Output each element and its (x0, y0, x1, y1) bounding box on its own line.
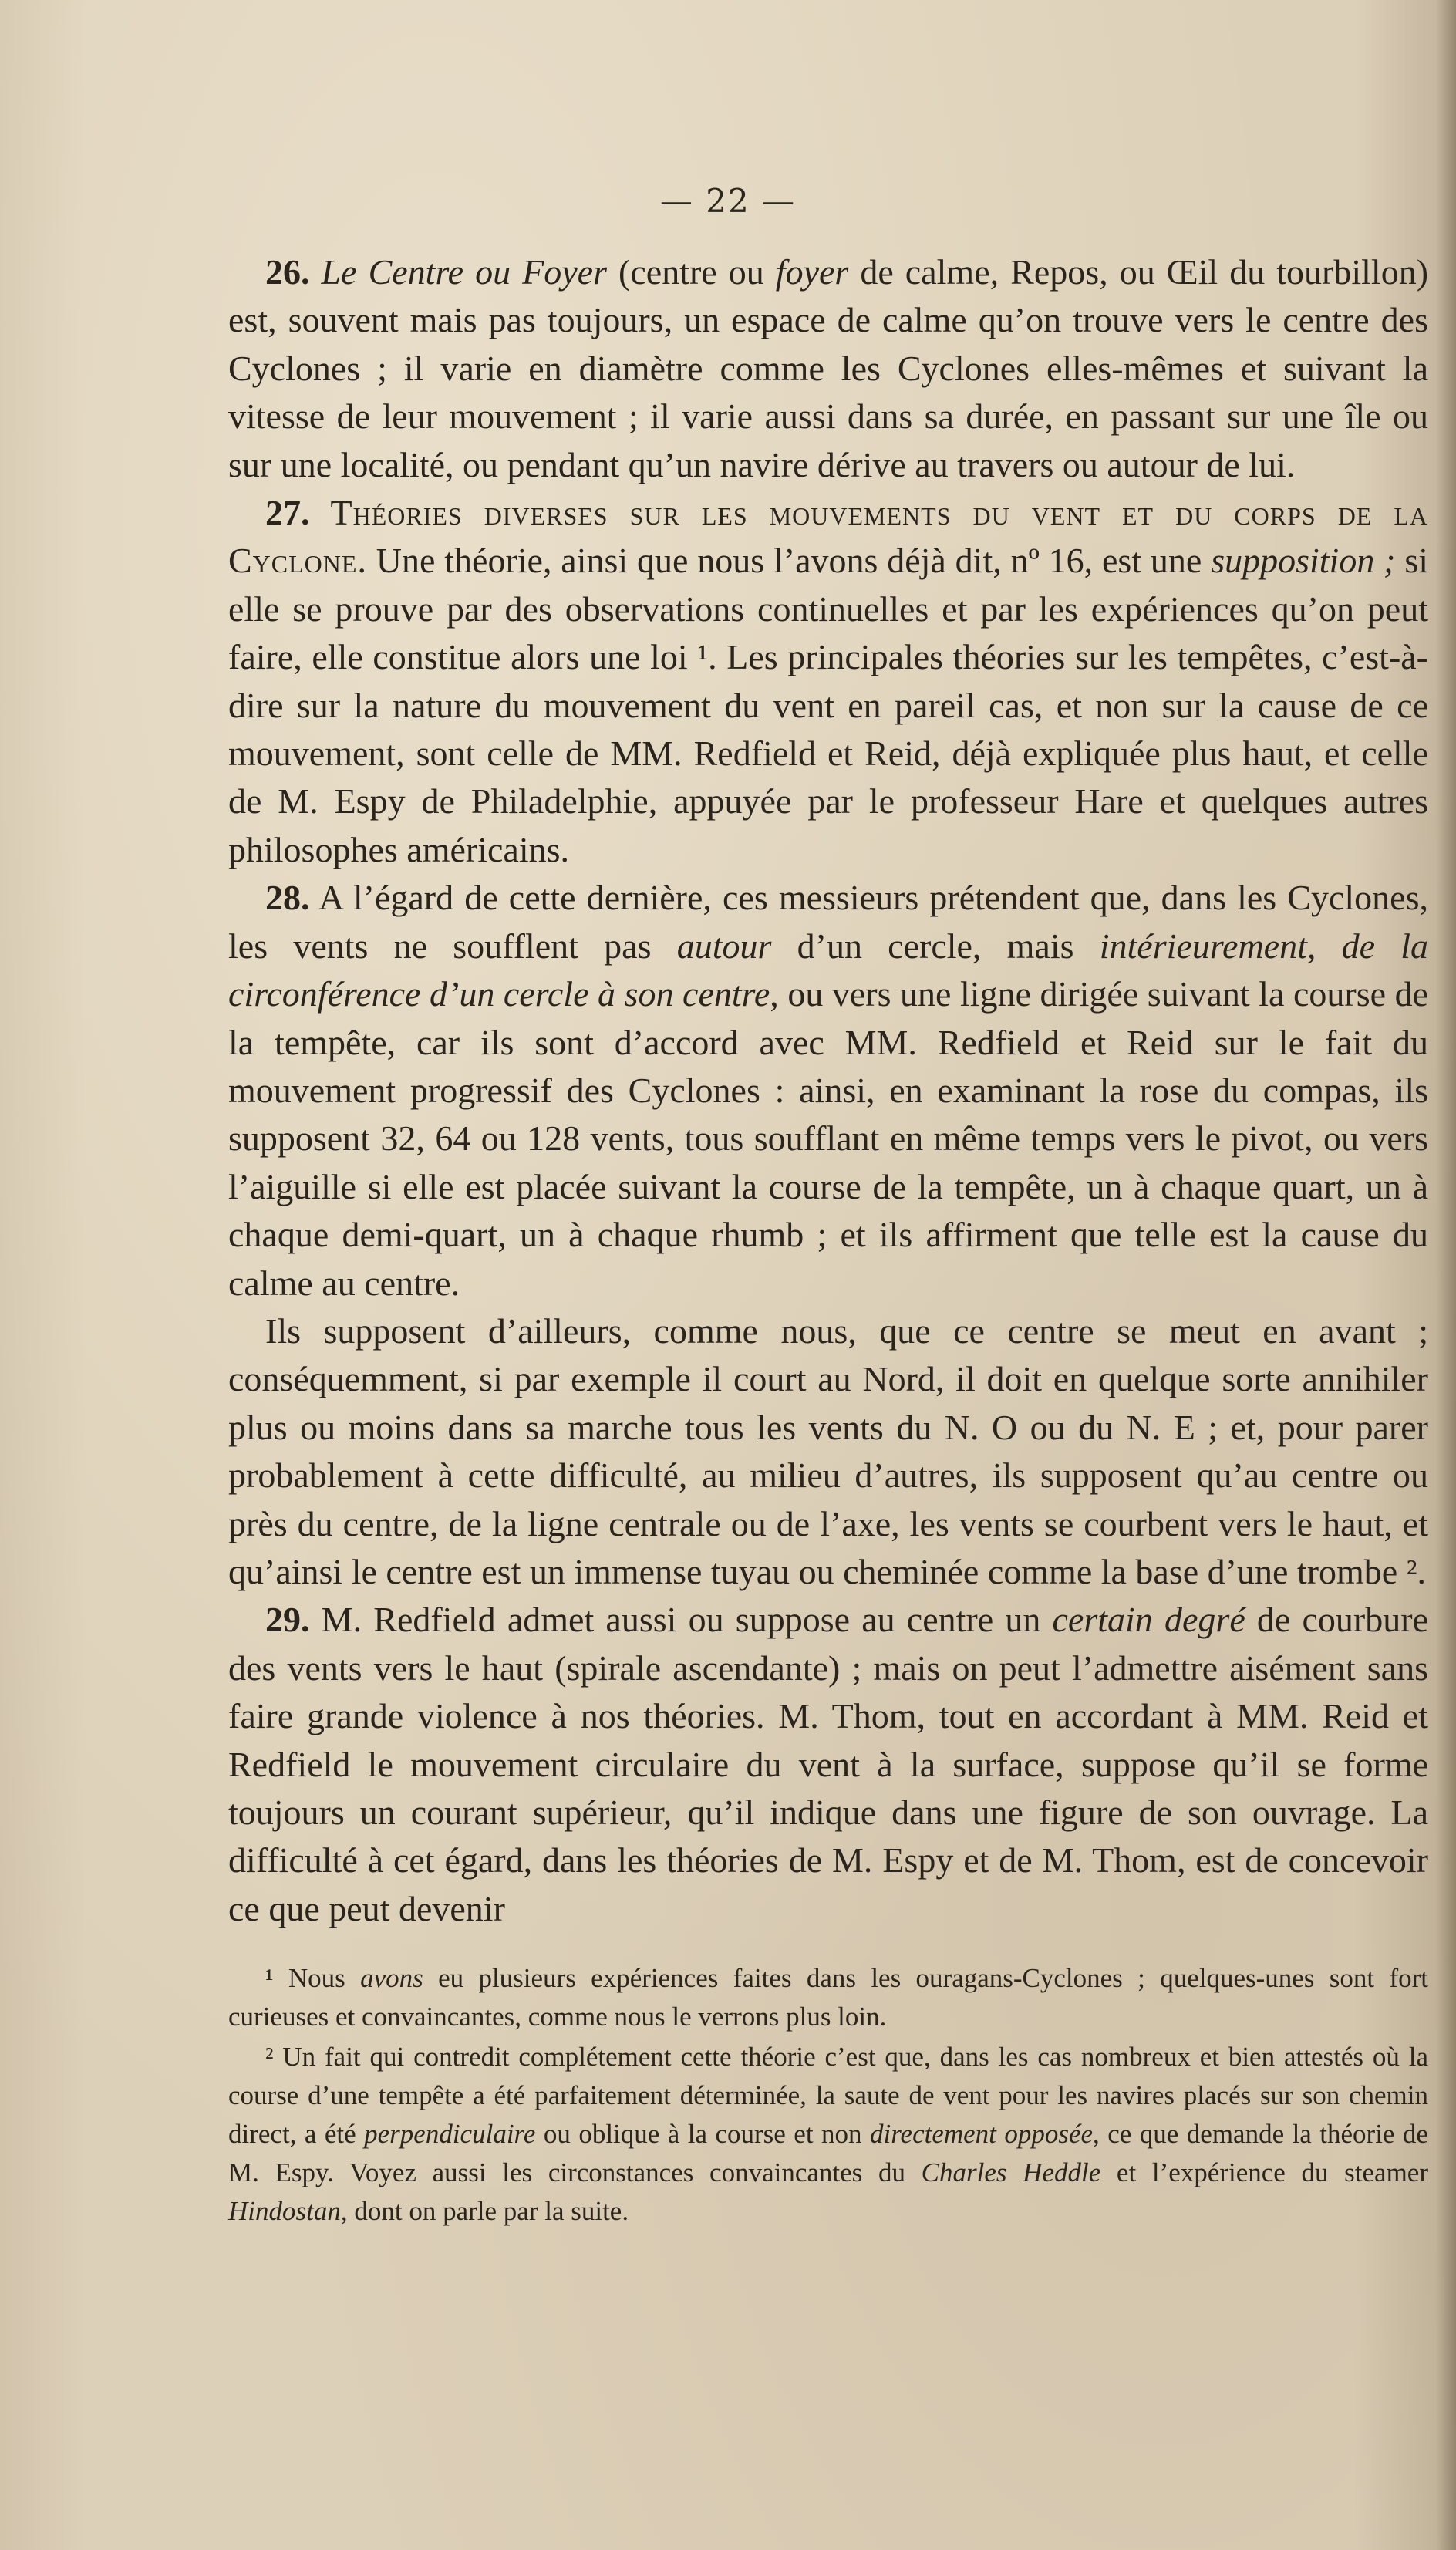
text-run: ² Un fait qui contredit complétement cette théorie c’est que, dans les cas nombreux et bien attestés où la course d’une tempête a été parfaitement déterminée, la saute de vent pour les navires placés sur son chemin direct, a été (228, 2042, 1428, 2149)
text-run (310, 252, 322, 292)
italic-text: certain degré (1052, 1600, 1245, 1640)
text-run: A l’égard de cette dernière, ces messieurs prétendent que, dans les Cyclones, les vents ne soufflent pas (228, 878, 1428, 966)
footnote-1 (228, 1959, 1428, 2036)
paragraph-28-continued (228, 1307, 1428, 1596)
text-run: Ils supposent d’ailleurs, comme nous, que ce centre se meut en avant ; conséquemment, si par exemple il court au Nord, il doit en quelque sorte annihiler plus ou moins dans sa marche tous les vents du N. O ou du N. E ; et, pour parer probablement à cette difficulté, au milieu d’autres, ils supposent qu’au centre ou près du centre, de la ligne centrale ou de l’axe, les vents se courbent vers le haut, et qu’ainsi le centre est un immense tuyau ou cheminée comme la base d’une trombe ². (228, 1310, 1428, 1591)
text-run: Une théorie, ainsi que nous l’avons déjà dit, nº 16, est une (366, 541, 1212, 581)
paragraph-26 (228, 248, 1428, 489)
text-run: eu plusieurs expériences faites dans les ouragans-Cyclones ; quelques-unes sont fort curieuses et convaincantes, comme nous le verrons plus loin. (228, 1963, 1428, 2032)
text-run: , ou vers une ligne dirigée suivant la course de la tempête, car ils sont d’accord avec MM. Redfield et Reid sur le fait du mouvement progressif des Cyclones : ainsi, en examinant la rose du compas, ils supposent 32, 64 ou 128 vents, tous soufflant en même temps vers le pivot, ou vers l’aiguille si elle est placée suivant la course de la tempête, un à chaque quart, un à chaque demi-quart, un à chaque rhumb ; et ils affirment que telle est la cause du calme au centre. (228, 974, 1428, 1303)
text-run (310, 493, 331, 532)
italic-text: Charles Heddle (921, 2157, 1101, 2187)
text-run: M. Redfield admet aussi ou suppose au centre un (309, 1600, 1053, 1640)
text-run: et l’expérience du steamer (1100, 2157, 1428, 2187)
paragraph-number: 28. (265, 878, 310, 918)
italic-text: Le Centre ou Foyer (321, 252, 607, 292)
italic-text: avons (360, 1963, 423, 1993)
smallcaps-heading: Théories diverses sur les mouvements du vent et du corps de la Cyclone. (228, 493, 1428, 581)
text-run: , dont on parle par la suite. (340, 2196, 629, 2226)
paragraph-28 (228, 874, 1428, 1307)
text-run: si elle se prouve par des observations continuelles et par les expériences qu’on peut faire, elle constitue alors une loi ¹. Les principales théories sur les tempêtes, c’est-à-dire sur la nature du mouvement du vent en pareil cas, et non sur la cause de ce mouvement, sont celle de MM. Redfield et Reid, déjà expliquée plus haut, et celle de M. Espy de Philadelphie, appuyée par le professeur Hare et quelques autres philosophes américains. (228, 541, 1428, 869)
text-run: , ce que demande la théorie de M. Espy. Voyez aussi les circonstances convaincantes du (228, 2119, 1428, 2187)
main-text (228, 248, 1428, 1933)
italic-text: supposition ; (1211, 541, 1396, 581)
italic-text: autour (676, 926, 772, 966)
italic-text: foyer (775, 252, 849, 292)
text-run: d’un cercle, mais (771, 926, 1100, 966)
page-number: — 22 — (659, 182, 797, 220)
text-run: (centre ou (607, 252, 776, 292)
paragraph-number: 27. (265, 493, 310, 533)
text-run: de courbure des vents vers le haut (spirale ascendante) ; mais on peut l’admettre aisément sans faire grande violence à nos théories. M. Thom, tout en accordant à MM. Reid et Redfield le mouvement circulaire du vent à la surface, suppose qu’il se forme toujours un courant supérieur, qu’il indique dans une figure de son ouvrage. La difficulté à cet égard, dans les théories de M. Espy et de M. Thom, est de concevoir ce que peut devenir (228, 1600, 1428, 1928)
text-run: de calme, Repos, ou Œil du tourbillon) est, souvent mais pas toujours, un espace de calme qu’on trouve vers le centre des Cyclones ; il varie en diamètre comme les Cyclones elles-mêmes et suivant la vitesse de leur mouvement ; il varie aussi dans sa durée, en passant sur une île ou sur une localité, ou pendant qu’un navire dérive au travers ou autour de lui. (228, 252, 1429, 484)
text-run: ¹ Nous (265, 1963, 361, 1993)
italic-text: intérieurement, de la circonférence d’un cercle à son centre (228, 926, 1428, 1014)
paragraph-29 (228, 1596, 1428, 1933)
text-run: ou oblique à la course et non (535, 2119, 870, 2149)
footnotes (228, 1959, 1428, 2231)
paragraph-number: 29. (265, 1600, 310, 1640)
italic-text: Hindostan (228, 2196, 341, 2226)
paragraph-number: 26. (265, 252, 310, 292)
paragraph-27 (228, 489, 1428, 874)
footnote-2 (228, 2038, 1428, 2231)
italic-text: perpendiculaire (364, 2119, 536, 2149)
italic-text: directement opposée (869, 2119, 1094, 2149)
page-edge-shadow (1436, 0, 1456, 2550)
